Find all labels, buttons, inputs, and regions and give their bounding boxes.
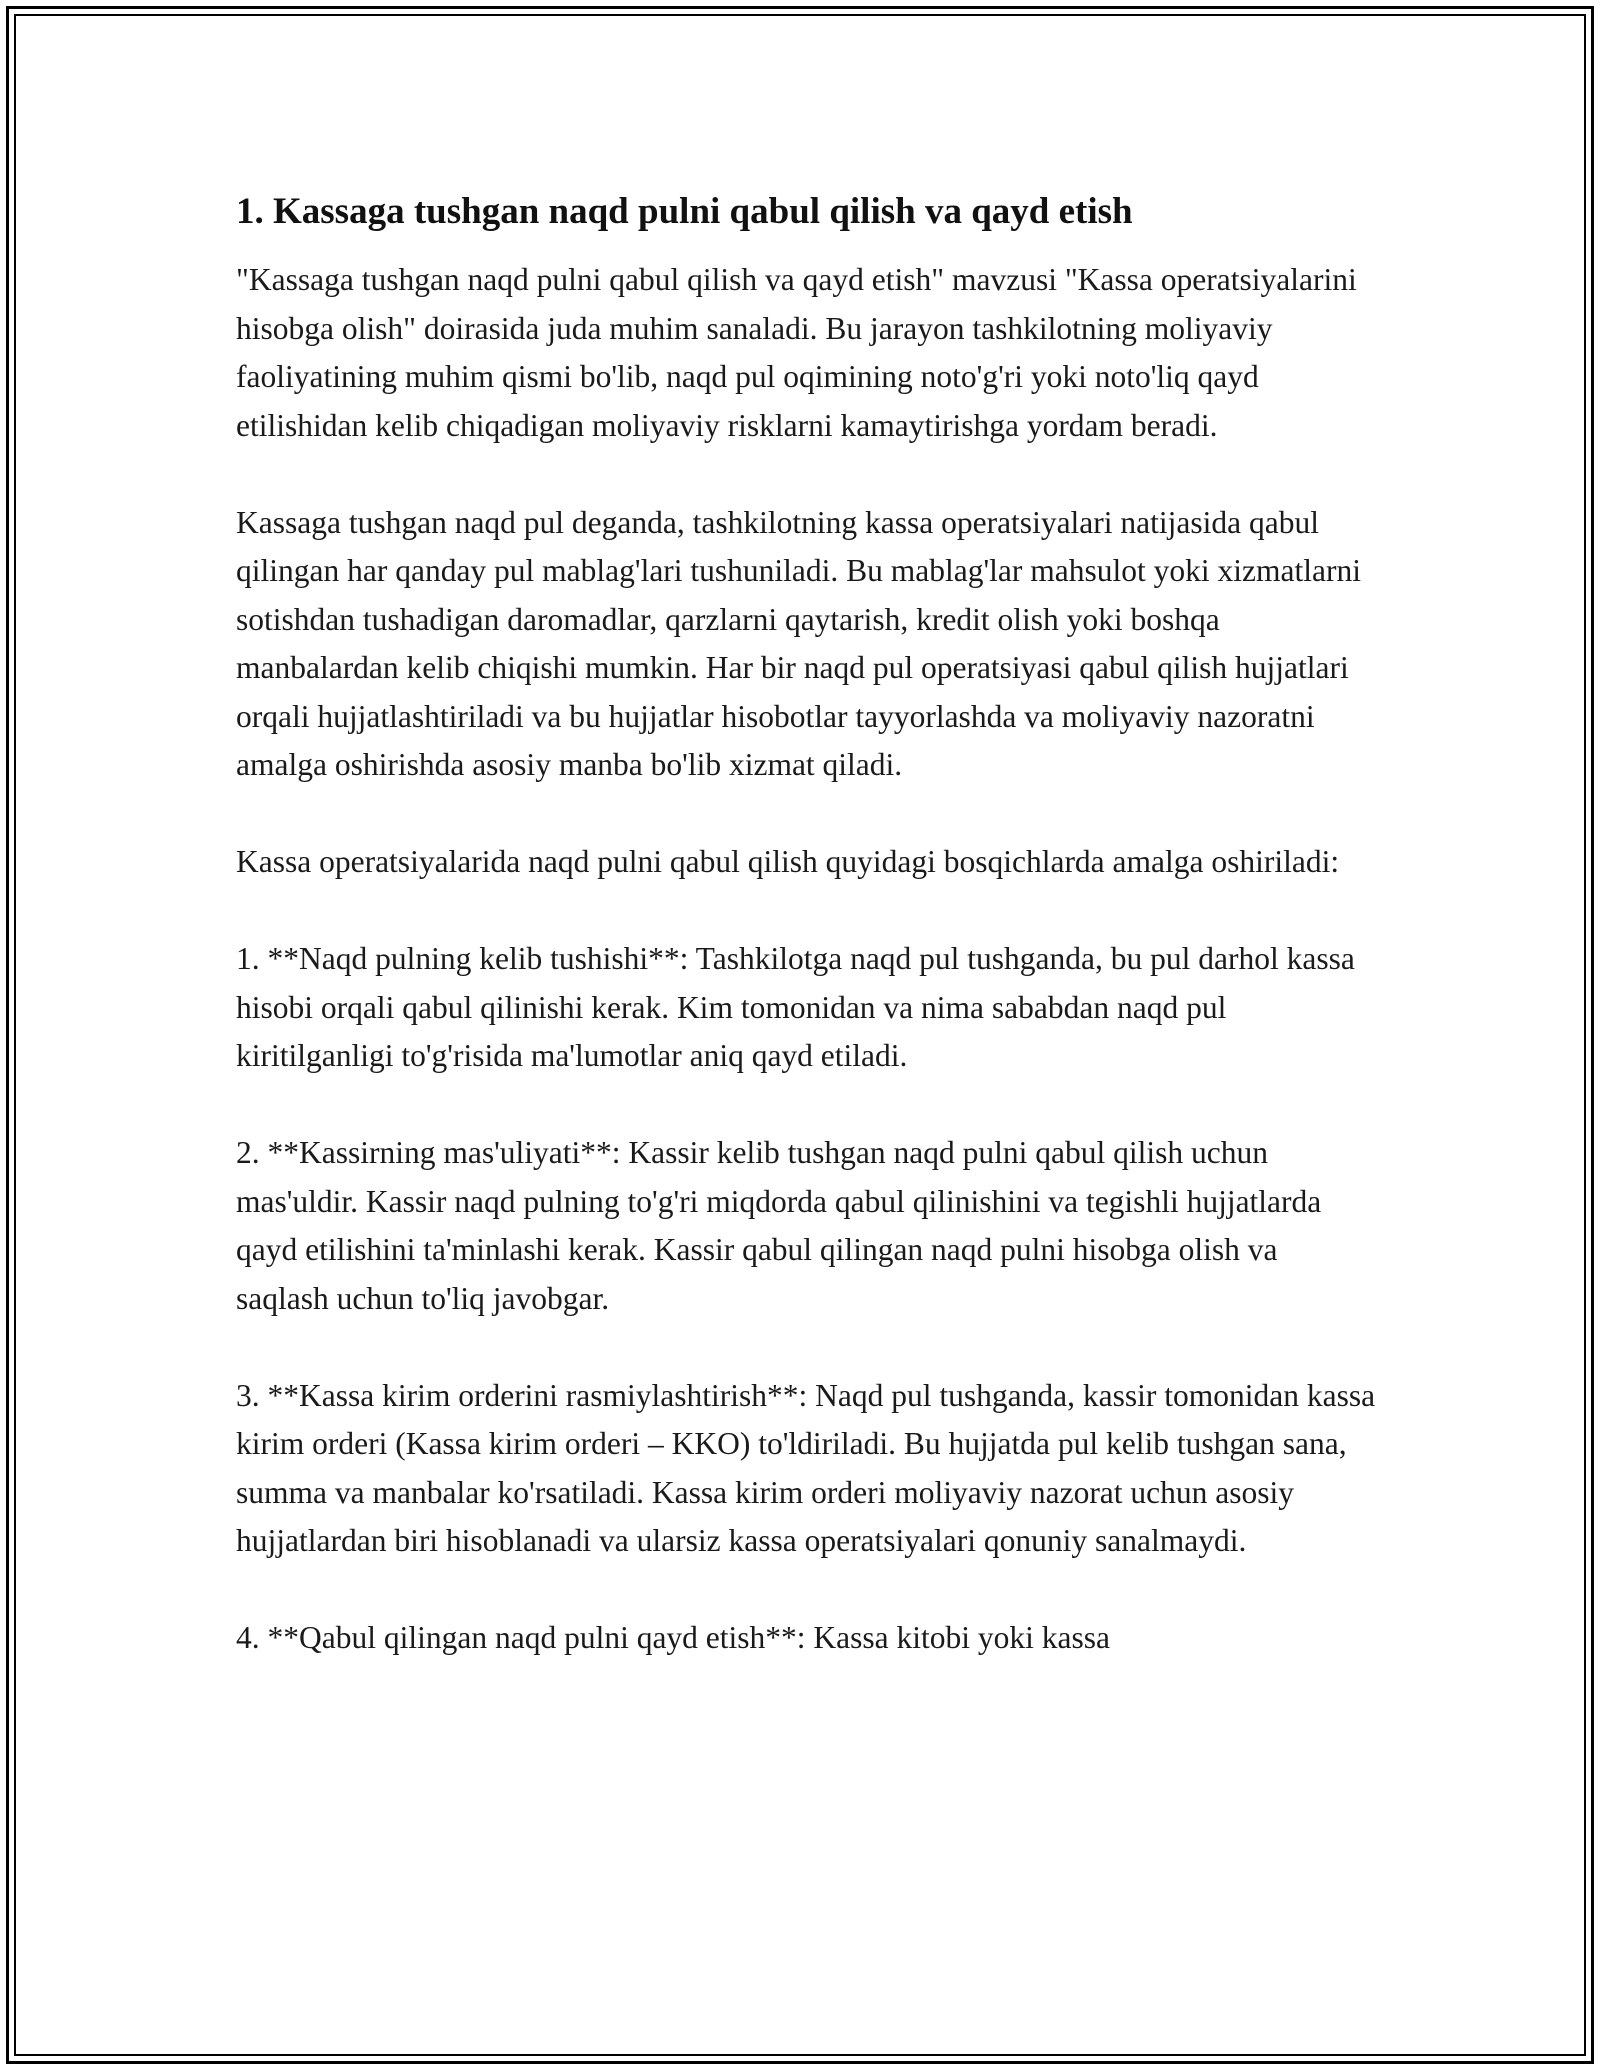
paragraph-intro: "Kassaga tushgan naqd pulni qabul qilish va qayd etish" mavzusi "Kassa operatsiyalarini hisobga olish" doirasida juda muhim sanaladi. Bu jarayon tashkilotning moliyaviy faoliyatining muhim qismi bo'lib, naqd pul oqimining noto'g'ri yoki noto'liq qayd etilishidan kelib chiqadigan moliyaviy risklarni kamaytirishga yordam beradi. <box>236 262 1357 443</box>
document-body <box>236 188 1376 1711</box>
paragraph-stages-intro: Kassa operatsiyalarida naqd pulni qabul qilish quyidagi bosqichlarda amalga oshiriladi: <box>236 844 1340 879</box>
section-heading: 1. Kassaga tushgan naqd pulni qabul qilish va qayd etish <box>236 191 1133 232</box>
list-item-step-2: 2. **Kassirning mas'uliyati**: Kassir kelib tushgan naqd pulni qabul qilish uchun mas'uldir. Kassir naqd pulning to'g'ri miqdorda qabul qilinishini va tegishli hujjatlarda qayd etilishini ta'minlashi kerak. Kassir qabul qilingan naqd pulni hisobga olish va saqlash uchun to'liq javobgar. <box>236 1135 1322 1316</box>
list-item-step-4: 4. **Qabul qilingan naqd pulni qayd etish**: Kassa kitobi yoki kassa <box>236 1620 1111 1655</box>
list-item-step-3: 3. **Kassa kirim orderini rasmiylashtirish**: Naqd pul tushganda, kassir tomonidan kassa kirim orderi (Kassa kirim orderi – KKO) to'ldiriladi. Bu hujjatda pul kelib tushgan sana, summa va manbalar ko'rsatiladi. Kassa kirim orderi moliyaviy nazorat uchun asosiy hujjatlardan biri hisoblanadi va ularsiz kassa operatsiyalari qonuniy sanalmaydi. <box>236 1377 1376 1558</box>
list-item-step-1: 1. **Naqd pulning kelib tushishi**: Tashkilotga naqd pul tushganda, bu pul darhol kassa hisobi orqali qabul qilinishi kerak. Kim tomonidan va nima sababdan naqd pul kiritilganligi to'g'risida ma'lumotlar aniq qayd etiladi. <box>236 941 1355 1073</box>
paragraph-definition: Kassaga tushgan naqd pul deganda, tashkilotning kassa operatsiyalari natijasida qabul qilingan har qanday pul mablag'lari tushuniladi. Bu mablag'lar mahsulot yoki xizmatlarni sotishdan tushadigan daromadlar, qarzlarni qaytarish, kredit olish yoki boshqa manbalardan kelib chiqishi mumkin. Har bir naqd pul operatsiyasi qabul qilish hujjatlari orqali hujjatlashtiriladi va bu hujjatlar hisobotlar tayyorlashda va moliyaviy nazoratni amalga oshirishda asosiy manba bo'lib xizmat qiladi. <box>236 504 1361 782</box>
